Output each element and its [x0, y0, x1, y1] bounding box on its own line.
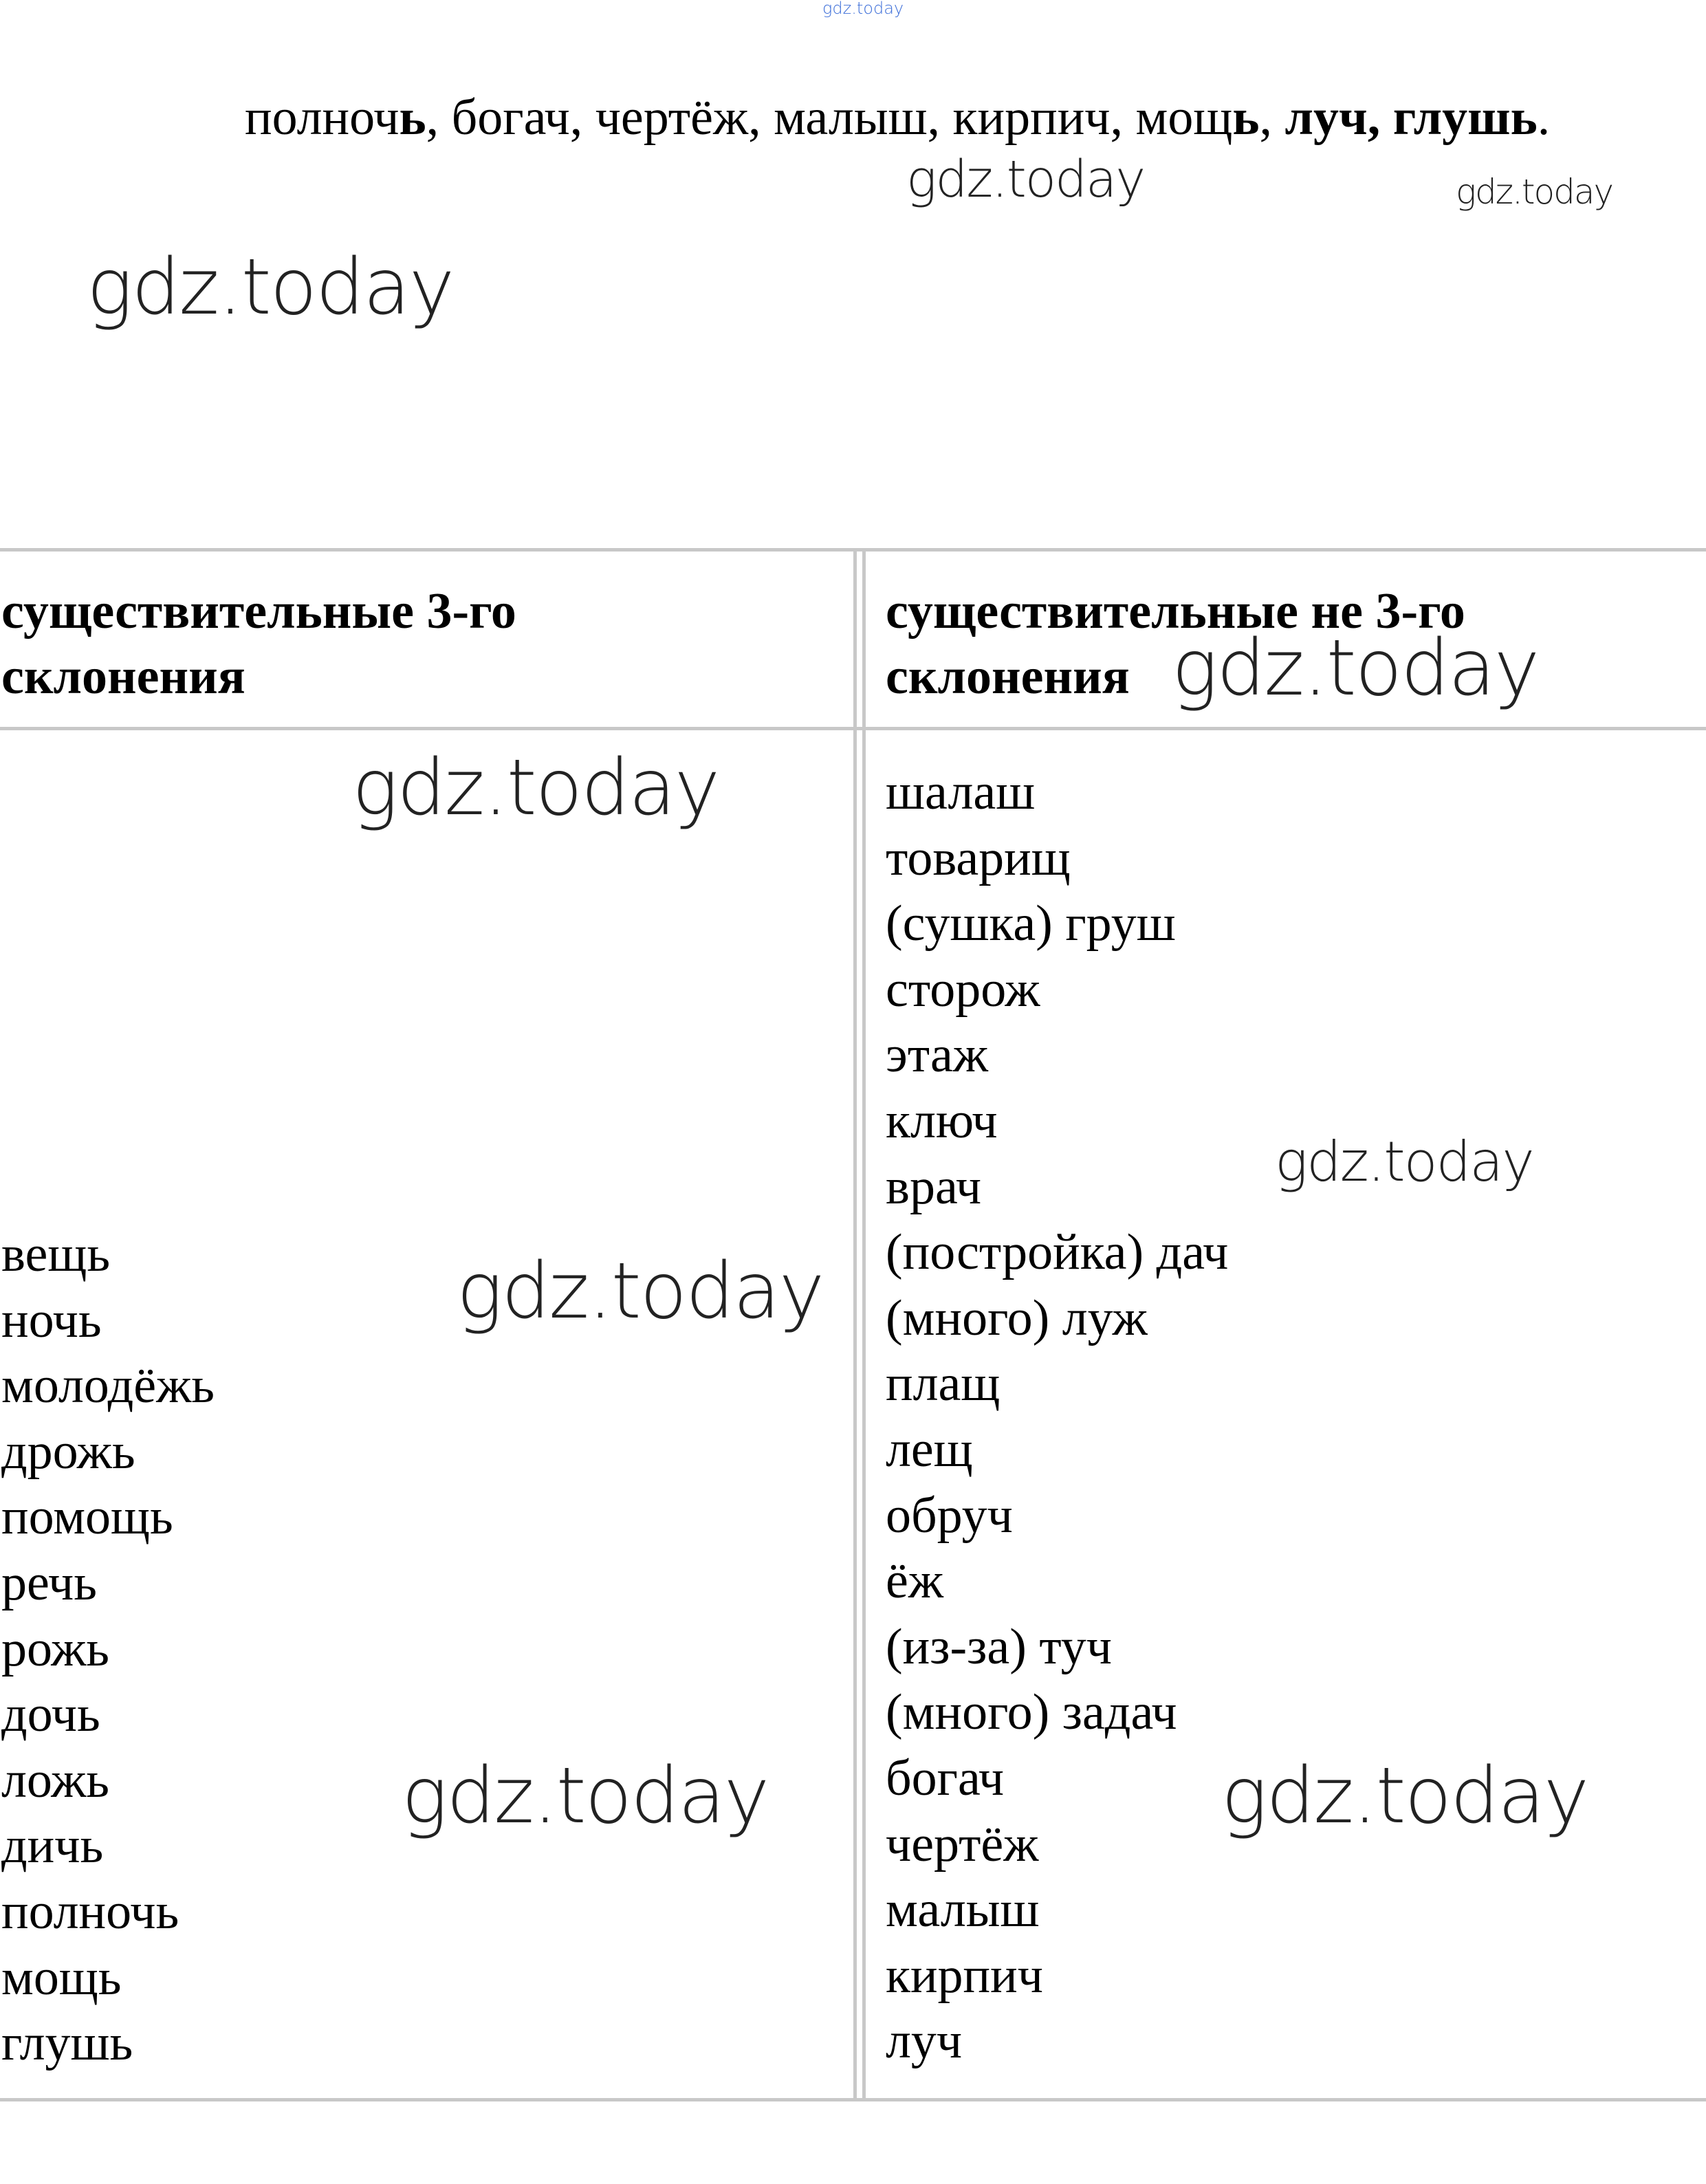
list-item: дичь: [1, 1817, 104, 1875]
intro-run: ,: [1259, 89, 1285, 146]
list-item: ёж: [886, 1553, 943, 1610]
watermark: gdz.today: [906, 150, 1145, 209]
list-item: (много) луж: [886, 1289, 1148, 1346]
list-3rd-declension: [1, 1222, 215, 2077]
watermark: gdz.today: [457, 1247, 824, 1336]
table-column-divider: [862, 548, 866, 2101]
list-item: полночь: [1, 1883, 179, 1940]
watermark: gdz.today: [1456, 172, 1613, 212]
table-column-divider: [853, 548, 857, 2101]
intro-run: .: [1537, 89, 1551, 146]
list-item: обруч: [886, 1487, 1013, 1544]
list-item: молодёжь: [1, 1357, 215, 1415]
intro-paragraph: [245, 85, 1551, 151]
list-item: плащ: [886, 1355, 1000, 1412]
list-item: дрожь: [1, 1423, 135, 1480]
watermark: gdz.today: [1275, 1130, 1533, 1194]
intro-run: полноч: [245, 89, 400, 146]
table-header-not-3rd-declension: существительные не 3-го склонения: [886, 583, 1465, 705]
watermark: gdz.today: [1221, 1751, 1588, 1841]
list-item: ключ: [886, 1092, 998, 1149]
watermark: gdz.today: [352, 743, 719, 833]
list-item: лещ: [886, 1421, 973, 1478]
intro-run: глушь: [1392, 89, 1538, 146]
intro-run: ь: [399, 89, 426, 146]
intro-run: луч,: [1284, 89, 1381, 146]
list-not-3rd-declension: [886, 760, 1228, 2075]
list-item: луч: [886, 2013, 963, 2070]
list-item: глушь: [1, 2015, 133, 2072]
list-item: богач: [886, 1749, 1005, 1806]
intro-run: ь: [1232, 89, 1260, 146]
watermark: gdz.today: [87, 243, 454, 332]
list-item: дочь: [1, 1686, 100, 1743]
list-item: (из-за) туч: [886, 1618, 1112, 1675]
list-item: сторож: [886, 961, 1040, 1018]
table-header-3rd-declension: существительные 3-го склонения: [1, 583, 516, 705]
list-item: чертёж: [886, 1815, 1039, 1872]
list-item: вещь: [1, 1226, 111, 1282]
watermark-small: gdz.today: [822, 0, 904, 18]
list-item: (много) задач: [886, 1684, 1177, 1741]
list-item: ложь: [1, 1751, 109, 1809]
list-item: ночь: [1, 1291, 102, 1348]
intro-run: [1380, 89, 1393, 146]
list-item: кирпич: [886, 1947, 1043, 2004]
watermark: gdz.today: [402, 1751, 769, 1841]
list-item: помощь: [1, 1489, 173, 1546]
list-item: малыш: [886, 1881, 1040, 1939]
list-item: (сушка) груш: [886, 895, 1176, 952]
watermark: gdz.today: [1172, 624, 1539, 713]
list-item: шалаш: [886, 764, 1036, 820]
intro-run: , богач, чертёж, малыш, кирпич, мощ: [426, 89, 1233, 146]
list-item: рожь: [1, 1620, 110, 1677]
list-item: речь: [1, 1554, 97, 1611]
list-item: (постройка) дач: [886, 1224, 1229, 1281]
list-item: товарищ: [886, 829, 1071, 886]
list-item: мощь: [1, 1949, 122, 2006]
list-item: этаж: [886, 1027, 988, 1084]
list-item: врач: [886, 1158, 982, 1215]
